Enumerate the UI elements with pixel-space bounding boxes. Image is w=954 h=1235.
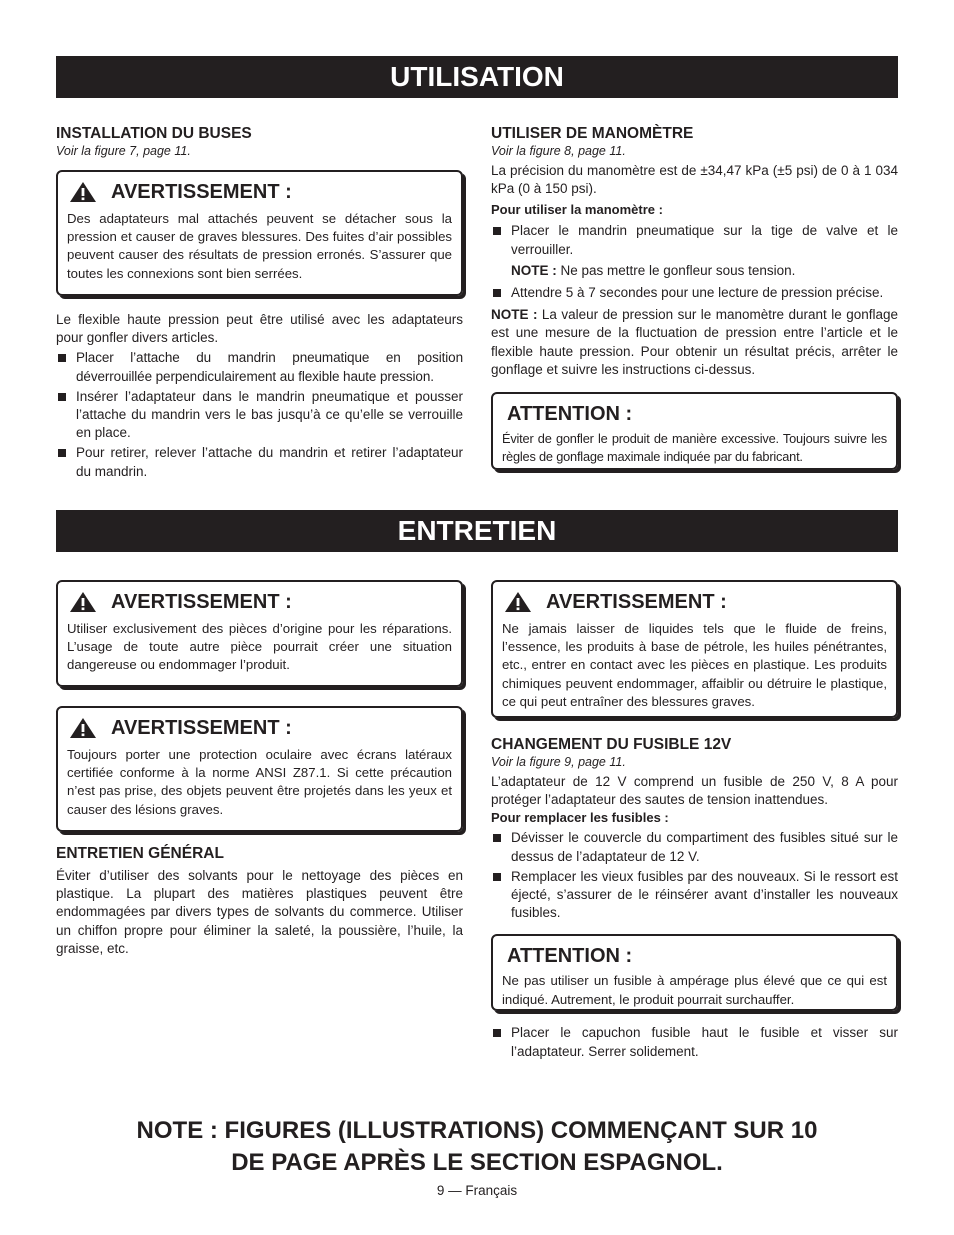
manometre-steps-2 bbox=[491, 284, 898, 302]
warning-box bbox=[56, 170, 463, 296]
list-item: Pour retirer, relever l’attache du mandrin et retirer l’adaptateur du mandrin. bbox=[56, 444, 463, 480]
entretien-banner: ENTRETIEN bbox=[56, 510, 898, 552]
figure-reference: Voir la figure 8, page 11. bbox=[491, 144, 626, 158]
list-item: Remplacer les vieux fusibles par des nouveaux. Si le ressort est éjecté, s’assurer de le réinsérer avant d’installer les nouveaux fusibles. bbox=[491, 868, 898, 923]
fusible-steps bbox=[491, 829, 898, 922]
list-item: Placer l’attache du mandrin pneumatique en position déverrouillée perpendiculairement au flexible haute pression. bbox=[56, 349, 463, 385]
general-text: Éviter d’utiliser des solvants pour le nettoyage des pièces en plastique. La plupart des matières plastiques peuvent être endommagées par divers types de solvants du commerce. Utiliser un chiffon propre pour éliminer la saleté, la poussière, l’huile, la graisse, etc. bbox=[56, 868, 463, 956]
attention-text: Ne pas utiliser un fusible à ampérage plus élevé que ce qui est indiqué. Autrement, le produit pourrait surchauffer. bbox=[502, 973, 887, 1007]
final-step bbox=[491, 1024, 898, 1060]
warning-box bbox=[491, 580, 898, 718]
list-item: Placer le capuchon fusible haut le fusible et visser sur l’adaptateur. Serrer solidement. bbox=[491, 1024, 898, 1060]
warning-title: AVERTISSEMENT : bbox=[67, 590, 452, 614]
attention-title: ATTENTION : bbox=[507, 403, 633, 426]
precision-text: La précision du manomètre est de ±34,47 kPa (±5 psi) de 0 à 1 034 kPa (0 à 150 psi). bbox=[491, 163, 898, 197]
intro-text: Le flexible haute pression peut être utilisé avec les adaptateurs pour gonfler divers articles. bbox=[56, 312, 463, 346]
manometre-steps bbox=[491, 222, 898, 258]
figures-note bbox=[56, 1115, 898, 1179]
warning-text: Toujours porter une protection oculaire avec écrans latéraux certifiée conforme à la norme ANSI Z87.1. Si cette précaution n’est pas prise, des objets peuvent être projetés dans les yeux et causer des lésions graves. bbox=[67, 747, 452, 817]
list-item: Dévisser le couvercle du compartiment des fusibles situé sur le dessus de l’adaptateur de 12 V. bbox=[491, 829, 898, 865]
warning-title: AVERTISSEMENT : bbox=[502, 590, 887, 614]
fusible-intro: L’adaptateur de 12 V comprend un fusible de 250 V, 8 A pour protéger l’adaptateur des sautes de tension inattendues. bbox=[491, 774, 898, 808]
manometre-section bbox=[491, 124, 898, 470]
warning-box bbox=[56, 580, 463, 687]
entretien-right bbox=[491, 580, 898, 1063]
section-heading: UTILISER DE MANOMÈTRE bbox=[491, 125, 694, 142]
figures-note-line1: NOTE : FIGURES (ILLUSTRATIONS) COMMENÇANT SUR 10 bbox=[136, 1117, 818, 1144]
warning-text: Ne jamais laisser de liquides tels que le fluide de freins, l’essence, les produits à base de pétrole, les huiles pénétrantes, etc., entrer en contact avec les pièces en plastique. Les produits chimiques peuvent endommager, affaiblir ou détruire le plastique, ce qui peut entraîner des blessures graves. bbox=[502, 621, 887, 709]
warning-triangle-icon bbox=[504, 591, 532, 613]
warning-title: AVERTISSEMENT : bbox=[67, 180, 452, 204]
attention-box bbox=[491, 392, 898, 470]
subheading: Pour utiliser la manomètre : bbox=[491, 202, 663, 218]
attention-box bbox=[491, 934, 898, 1011]
note-paragraph: NOTE : La valeur de pression sur le manomètre durant le gonflage est une mesure de la fluctuation de pression entre l’article et le flexible haute pression. Pour obtenir un résultat précis, arrêter le gonflage et suivre les instructions ci-dessus. bbox=[491, 307, 899, 377]
list-item: Attendre 5 à 7 secondes pour une lecture de pression précise. bbox=[491, 284, 898, 302]
warning-triangle-icon bbox=[69, 181, 97, 203]
buses-steps bbox=[56, 349, 463, 480]
warning-triangle-icon bbox=[69, 591, 97, 613]
installation-buses-section bbox=[56, 124, 463, 483]
attention-title: ATTENTION : bbox=[507, 945, 633, 968]
figures-note-line2: DE PAGE APRÈS LE SECTION ESPAGNOL. bbox=[231, 1149, 723, 1176]
figure-reference: Voir la figure 7, page 11. bbox=[56, 144, 191, 158]
attention-text: Éviter de gonfler le produit de manière excessive. Toujours suivre les règles de gonflage maximale indiquée par du fabricant. bbox=[502, 431, 887, 465]
warning-triangle-icon bbox=[69, 717, 97, 739]
section-heading: ENTRETIEN GÉNÉRAL bbox=[56, 845, 224, 862]
subheading: Pour remplacer les fusibles : bbox=[491, 810, 669, 826]
warning-box bbox=[56, 706, 463, 832]
figure-reference: Voir la figure 9, page 11. bbox=[491, 755, 626, 769]
section-heading: INSTALLATION DU BUSES bbox=[56, 125, 252, 142]
warning-text: Des adaptateurs mal attachés peuvent se détacher sous la pression et causer de graves blessures. Des fuites d’air possibles peuvent causer des résultats de pression erronés. S’assurer que toutes les connexions sont bien serrées. bbox=[67, 211, 452, 281]
entretien-left bbox=[56, 580, 463, 958]
section-heading: CHANGEMENT DU FUSIBLE 12V bbox=[491, 736, 732, 753]
utilisation-banner: UTILISATION bbox=[56, 56, 898, 98]
note: NOTE : Ne pas mettre le gonfleur sous tension. bbox=[511, 262, 796, 278]
page-footer: 9 — Français bbox=[436, 1183, 518, 1198]
warning-text: Utiliser exclusivement des pièces d’origine pour les réparations. L’usage de toute autre pièce pourrait créer une situation dangereuse ou endommager l’produit. bbox=[67, 621, 452, 673]
list-item: Placer le mandrin pneumatique sur la tige de valve et le verrouiller. bbox=[491, 222, 898, 258]
list-item: Insérer l’adaptateur dans le mandrin pneumatique et pousser l’attache du mandrin vers le bas jusqu’à ce qu’elle se verrouille en place. bbox=[56, 388, 463, 443]
warning-title: AVERTISSEMENT : bbox=[67, 716, 452, 740]
